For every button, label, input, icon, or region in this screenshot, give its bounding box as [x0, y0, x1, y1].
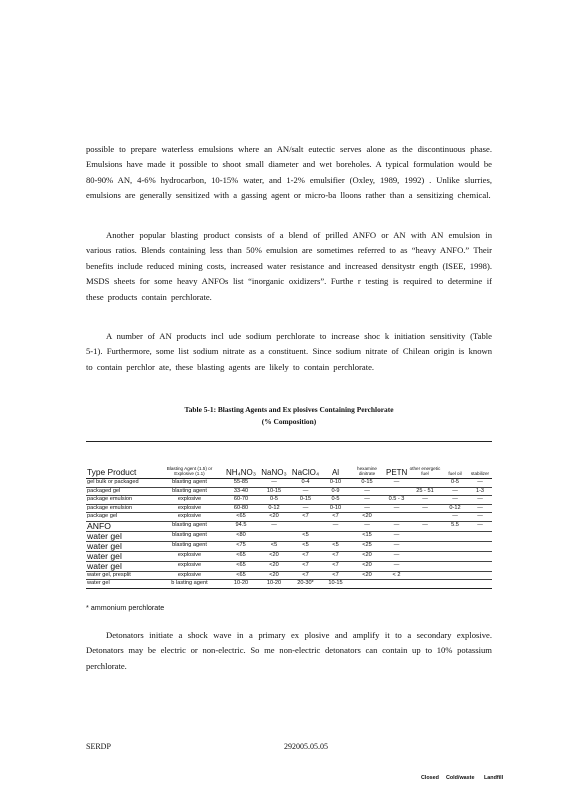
table-row [86, 487, 492, 496]
table-row [86, 513, 492, 522]
cell-naclo4: 0-4 [289, 479, 322, 488]
cell-petn: — [385, 551, 408, 561]
cell-other-fuel [408, 561, 442, 571]
cell-type-product: package emulsion [86, 504, 156, 513]
cell-nano3: <20 [259, 513, 289, 522]
cell-naclo4: <7 [289, 571, 322, 580]
table-footnote: * ammonium perchlorate [86, 603, 165, 612]
cell-classification: explosive [156, 551, 223, 561]
cell-naclo4: <5 [289, 541, 322, 551]
cell-hexamine: — [349, 496, 385, 505]
cell-petn [385, 487, 408, 496]
cell-nh4no3: <65 [223, 561, 259, 571]
corner-label-landfill: Landfill [484, 775, 504, 781]
header-blasting-agent: Blasting Agent (1.5) or Explosive (1.1) [156, 442, 223, 479]
cell-classification: blasting agent [156, 521, 223, 531]
cell-fuel-oil [442, 551, 468, 561]
cell-naclo4: <7 [289, 513, 322, 522]
paragraph-heavy-anfo: Another popular blasting product consists of a blend of prilled ANFO or AN with AN emulsion in various ratios. Blends containing less than 50% emulsion are sometimes referred to as “heavy ANFO.” Their benefits include reduced mining costs, increased water resistance and increased densitystr ength (ISEE, 1998). MSDS sheets for some heavy ANFOs list “inorganic oxidizers”. Furthe r testing is required to determine if these products contain perchlorate. [86, 230, 492, 302]
table-row [86, 541, 492, 551]
cell-al: 0-5 [322, 496, 349, 505]
cell-stabilizer [468, 561, 492, 571]
cell-type-product: ANFO [86, 521, 156, 531]
cell-hexamine: — [349, 504, 385, 513]
cell-classification: blasting agent [156, 541, 223, 551]
cell-fuel-oil [442, 541, 468, 551]
header-other-fuel: other energetic fuel [408, 442, 442, 479]
cell-type-product: water gel [86, 531, 156, 541]
cell-other-fuel: — [408, 521, 442, 531]
cell-fuel-oil [442, 561, 468, 571]
cell-hexamine: — [349, 521, 385, 531]
table-caption [86, 404, 492, 428]
cell-nh4no3: 33-40 [223, 487, 259, 496]
cell-naclo4: <7 [289, 561, 322, 571]
cell-al: 10-15 [322, 580, 349, 589]
cell-classification: explosive [156, 571, 223, 580]
cell-fuel-oil [442, 571, 468, 580]
cell-naclo4: <5 [289, 531, 322, 541]
table-row [86, 479, 492, 488]
cell-nano3: — [259, 479, 289, 488]
cell-stabilizer [468, 551, 492, 561]
cell-petn: < 2 [385, 571, 408, 580]
cell-al: <7 [322, 551, 349, 561]
cell-other-fuel [408, 580, 442, 589]
header-type-product: Type Product [86, 442, 156, 479]
cell-stabilizer [468, 580, 492, 589]
cell-naclo4: 0-15 [289, 496, 322, 505]
cell-fuel-oil [442, 580, 468, 589]
cell-fuel-oil: — [442, 513, 468, 522]
cell-nano3: <20 [259, 551, 289, 561]
table-header-row [86, 442, 492, 479]
cell-nano3: <20 [259, 561, 289, 571]
cell-petn: — [385, 541, 408, 551]
cell-stabilizer: — [468, 479, 492, 488]
cell-al: <7 [322, 561, 349, 571]
cell-hexamine: <20 [349, 571, 385, 580]
corner-label-coldwaste: Cold/waste [446, 775, 475, 781]
cell-nano3 [259, 531, 289, 541]
table-row [86, 571, 492, 580]
cell-type-product: packaged gel [86, 487, 156, 496]
cell-other-fuel [408, 551, 442, 561]
cell-type-product: gel bulk or packaged [86, 479, 156, 488]
table-row [86, 496, 492, 505]
cell-type-product: water gel [86, 551, 156, 561]
header-al: Al [322, 442, 349, 479]
cell-al: 0-9 [322, 487, 349, 496]
cell-fuel-oil [442, 531, 468, 541]
paragraph-an-products: A number of AN products incl ude sodium perchlorate to increase shoc k initiation sensitivity (Table 5-1). Furthermore, some list sodium nitrate as a constituent. Since sodium nitrate of Chilean origin is known to contain perchlor ate, these blasting agents are likely to contain perchlorate. [86, 331, 492, 372]
cell-petn [385, 513, 408, 522]
cell-nh4no3: <75 [223, 541, 259, 551]
cell-nano3: 0-12 [259, 504, 289, 513]
table-row [86, 561, 492, 571]
cell-al: <5 [322, 541, 349, 551]
cell-nh4no3: <65 [223, 513, 259, 522]
cell-nano3: — [259, 521, 289, 531]
cell-al: <7 [322, 513, 349, 522]
cell-petn: — [385, 504, 408, 513]
cell-hexamine: <15 [349, 531, 385, 541]
cell-other-fuel: 25 - 51 [408, 487, 442, 496]
cell-nano3: 0-5 [259, 496, 289, 505]
cell-other-fuel [408, 531, 442, 541]
cell-petn: — [385, 479, 408, 488]
cell-classification: explosive [156, 496, 223, 505]
cell-fuel-oil: 0-12 [442, 504, 468, 513]
cell-stabilizer: — [468, 496, 492, 505]
cell-stabilizer: — [468, 521, 492, 531]
cell-other-fuel: — [408, 496, 442, 505]
cell-nh4no3: 10-20 [223, 580, 259, 589]
cell-nh4no3: 55-85 [223, 479, 259, 488]
cell-nano3: <20 [259, 571, 289, 580]
cell-classification: blasting agent [156, 487, 223, 496]
cell-nh4no3: <80 [223, 531, 259, 541]
cell-other-fuel: — [408, 504, 442, 513]
corner-label-closed: Closed [421, 775, 439, 781]
cell-petn: 0.5 - 3 [385, 496, 408, 505]
header-petn: PETN [385, 442, 408, 479]
cell-stabilizer: — [468, 504, 492, 513]
cell-naclo4: — [289, 504, 322, 513]
table-caption-title: Table 5-1: Blasting Agents and Ex plosives Containing Perchlorate [184, 405, 394, 414]
cell-petn [385, 580, 408, 589]
cell-petn: — [385, 531, 408, 541]
cell-fuel-oil: — [442, 487, 468, 496]
cell-fuel-oil: — [442, 496, 468, 505]
paragraph-emulsions: possible to prepare waterless emulsions where an AN/salt eutectic serves alone as the discontinuous phase. Emulsions have made it possible to shoot small diameter and wet boreholes. A typical formulation would be 80-90% AN, 4-6% hydrocarbon, 10-15% water, and 1-2% emulsifier (Oxley, 1989, 1992) . Unlike slurries, emulsions are generally sensitized with a gassing agent or micro-ba lloons rather than a sensitizing chemical. [86, 144, 492, 201]
cell-classification: blasting agent [156, 479, 223, 488]
cell-nano3: 10-20 [259, 580, 289, 589]
cell-other-fuel [408, 541, 442, 551]
cell-hexamine: 0-15 [349, 479, 385, 488]
cell-nh4no3: 60-70 [223, 496, 259, 505]
cell-naclo4 [289, 521, 322, 531]
cell-classification: explosive [156, 513, 223, 522]
header-hexamine: hexamine dinitrate [349, 442, 385, 479]
cell-stabilizer: — [468, 513, 492, 522]
table-caption-subtitle: (% Composition) [261, 417, 317, 426]
cell-type-product: package emulsion [86, 496, 156, 505]
cell-petn: — [385, 521, 408, 531]
cell-hexamine: <20 [349, 561, 385, 571]
cell-type-product: package gel [86, 513, 156, 522]
table-row [86, 580, 492, 589]
cell-al [322, 531, 349, 541]
cell-al: 0-10 [322, 479, 349, 488]
cell-al: 0-10 [322, 504, 349, 513]
cell-hexamine: <20 [349, 551, 385, 561]
perchlorate-composition-table [86, 441, 492, 589]
cell-fuel-oil: 5.5 [442, 521, 468, 531]
cell-nano3: 10-15 [259, 487, 289, 496]
cell-nh4no3: <65 [223, 571, 259, 580]
cell-classification: b lasting agent [156, 580, 223, 589]
table-row [86, 551, 492, 561]
cell-hexamine: <25 [349, 541, 385, 551]
cell-hexamine: — [349, 487, 385, 496]
cell-other-fuel [408, 479, 442, 488]
cell-other-fuel [408, 513, 442, 522]
header-naclo4: NaClO₄ [289, 442, 322, 479]
cell-naclo4: — [289, 487, 322, 496]
cell-stabilizer [468, 541, 492, 551]
cell-type-product: water gel [86, 541, 156, 551]
table-row [86, 521, 492, 531]
cell-al: <7 [322, 571, 349, 580]
cell-type-product: water gel, presplit [86, 571, 156, 580]
cell-stabilizer [468, 531, 492, 541]
footer-source: SERDP [86, 742, 111, 751]
cell-hexamine: <20 [349, 513, 385, 522]
cell-nano3: <5 [259, 541, 289, 551]
cell-type-product: water gel [86, 580, 156, 589]
paragraph-detonators: Detonators initiate a shock wave in a primary ex plosive and amplify it to a secondary explosive. Detonators may be electric or non-electric. So me non-electric detonators can contain up to 10% potassium perchlorate. [86, 630, 492, 671]
header-fuel-oil: fuel oil [442, 442, 468, 479]
table-body [86, 479, 492, 589]
table-row [86, 531, 492, 541]
table-row [86, 504, 492, 513]
cell-other-fuel [408, 571, 442, 580]
cell-petn: — [385, 561, 408, 571]
header-nh4no3: NH₄NO₃ [223, 442, 259, 479]
cell-stabilizer [468, 571, 492, 580]
cell-fuel-oil: 0-5 [442, 479, 468, 488]
footer-doc-number: 292005.05.05 [284, 742, 328, 751]
cell-nh4no3: 60-80 [223, 504, 259, 513]
cell-type-product: water gel [86, 561, 156, 571]
cell-classification: explosive [156, 561, 223, 571]
cell-hexamine [349, 580, 385, 589]
cell-naclo4: 20-30* [289, 580, 322, 589]
cell-stabilizer: 1-3 [468, 487, 492, 496]
header-stabilizer: stabilizer [468, 442, 492, 479]
cell-nh4no3: 94.5 [223, 521, 259, 531]
cell-naclo4: <7 [289, 551, 322, 561]
cell-classification: blasting agent [156, 531, 223, 541]
cell-classification: explosive [156, 504, 223, 513]
cell-al: — [322, 521, 349, 531]
header-nano3: NaNO₃ [259, 442, 289, 479]
cell-nh4no3: <65 [223, 551, 259, 561]
